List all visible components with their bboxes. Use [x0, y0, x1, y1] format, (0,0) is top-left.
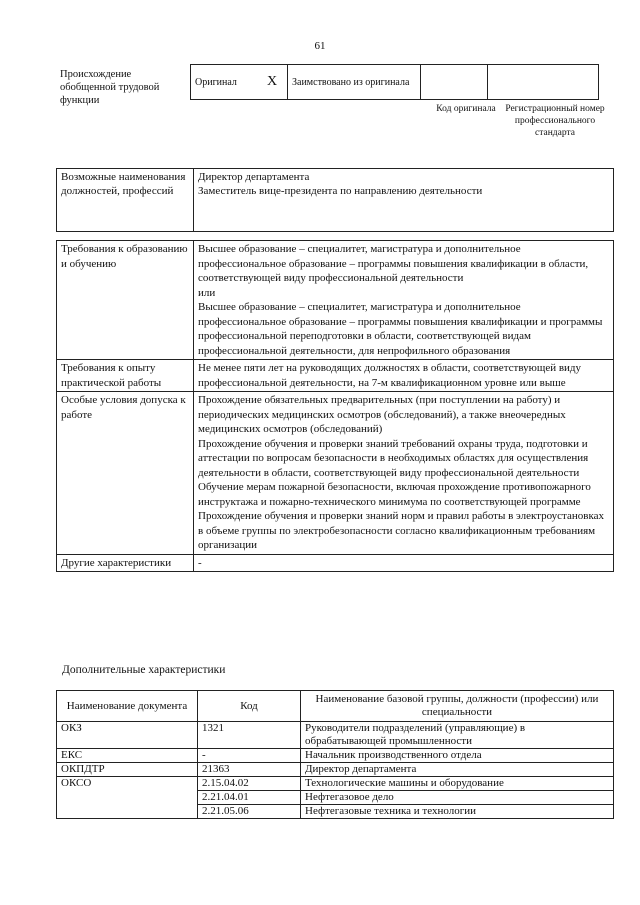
- requirement-line: -: [198, 556, 202, 569]
- table-row: [57, 763, 614, 777]
- extra-name: Начальник производственного отдела: [301, 749, 614, 763]
- origin-label: Происхождение обобщенной трудовой функции: [60, 69, 160, 106]
- extra-doc: ОКЗ: [57, 722, 198, 749]
- requirement-values: [194, 360, 614, 392]
- extra-header-name: Наименование базовой группы, должности (профессии) или специальности: [301, 691, 614, 722]
- table-row: [57, 777, 614, 791]
- origin-original-label: Оригинал: [195, 76, 237, 88]
- extra-code: -: [198, 749, 301, 763]
- requirement-label: Требования к образованию и обучению: [57, 241, 194, 360]
- requirement-label: Требования к опыту практической работы: [57, 360, 194, 392]
- table-row: [57, 722, 614, 749]
- page-number: 61: [314, 40, 326, 52]
- table-row: [57, 749, 614, 763]
- requirement-line: Прохождение обязательных предварительных (при поступлении на работу) и периодических медицинских осмотров (обследований), а также внеочередных медицинских осмотров (обследований): [198, 394, 566, 435]
- origin-original-cell: [191, 65, 258, 100]
- requirement-row: [57, 554, 614, 572]
- extra-table: [56, 690, 614, 819]
- extra-name: Директор департамента: [301, 763, 614, 777]
- requirement-line: Прохождение обучения и проверки знаний требований охраны труда, подготовки и аттестации по вопросам безопасности в необходимых областях для осуществления деятельности в области, соответствующей виду профессиональной деятельности: [198, 437, 589, 479]
- reg-caption: Регистрационный номер профессионального стандарта: [505, 104, 605, 138]
- extra-code: 2.21.05.06: [198, 805, 301, 819]
- requirement-label: Особые условия допуска к работе: [57, 392, 194, 555]
- requirement-line: Высшее образование – специалитет, магистратура и дополнительное профессиональное образование – программы повышения квалификации в области, соответствующей виду профессиональной деятельности: [198, 243, 589, 284]
- requirement-line: Высшее образование – специалитет, магистратура и дополнительное профессиональное образование – программы повышения квалификации и программы профессиональной переподготовки в области, соответствующей видам профессиональной деятельности, для непрофильного образования: [198, 301, 603, 357]
- extra-heading: Дополнительные характеристики: [62, 664, 226, 676]
- extra-doc: ОКСО: [57, 777, 198, 819]
- origin-code-cell: [421, 65, 488, 100]
- name-value: Заместитель вице-президента по направлению деятельности: [198, 185, 483, 197]
- extra-name: Руководители подразделений (управляющие) в обрабатывающей промышленности: [301, 722, 614, 749]
- extra-name: Нефтегазовое дело: [301, 791, 614, 805]
- code-caption: Код оригинала: [436, 104, 496, 114]
- extra-header-code: Код: [198, 691, 301, 722]
- extra-code: 21363: [198, 763, 301, 777]
- extra-doc: ЕКС: [57, 749, 198, 763]
- origin-reg-cell: [488, 65, 599, 100]
- requirement-line: или: [198, 286, 216, 299]
- requirement-values: [194, 241, 614, 360]
- requirement-line: Прохождение обучения и проверки знаний норм и правил работы в электроустановках в объеме группы по электробезопасности согласно квалификационным требованиям организации: [198, 510, 605, 551]
- origin-mark: X: [257, 65, 288, 100]
- requirement-line: Не менее пяти лет на руководящих должностях в области, соответствующей виду профессиональной деятельности, на 7-м квалификационном уровне или выше: [198, 362, 582, 389]
- names-values-cell: [194, 169, 614, 232]
- extra-header-doc: Наименование документа: [57, 691, 198, 722]
- extra-name: Нефтегазовые техника и технологии: [301, 805, 614, 819]
- origin-borrowed-label: Заимствовано из оригинала: [288, 65, 421, 100]
- origin-table: [190, 64, 599, 100]
- extra-doc: ОКПДТР: [57, 763, 198, 777]
- name-value: Директор департамента: [198, 171, 310, 183]
- requirement-row: [57, 360, 614, 392]
- requirement-row: [57, 392, 614, 555]
- names-table: [56, 168, 614, 232]
- extra-code: 1321: [198, 722, 301, 749]
- requirements-table: [56, 240, 614, 572]
- requirement-label: Другие характеристики: [57, 554, 194, 572]
- names-label: Возможные наименования должностей, профессий: [57, 169, 194, 232]
- requirement-line: Обучение мерам пожарной безопасности, включая прохождение противопожарного инструктажа и пожарно-технического минимума по соответствующей программе: [198, 481, 591, 508]
- extra-code: 2.15.04.02: [198, 777, 301, 791]
- extra-header-row: [57, 691, 614, 722]
- requirement-row: [57, 241, 614, 360]
- extra-name: Технологические машины и оборудование: [301, 777, 614, 791]
- requirement-values: [194, 554, 614, 572]
- requirement-values: [194, 392, 614, 555]
- extra-code: 2.21.04.01: [198, 791, 301, 805]
